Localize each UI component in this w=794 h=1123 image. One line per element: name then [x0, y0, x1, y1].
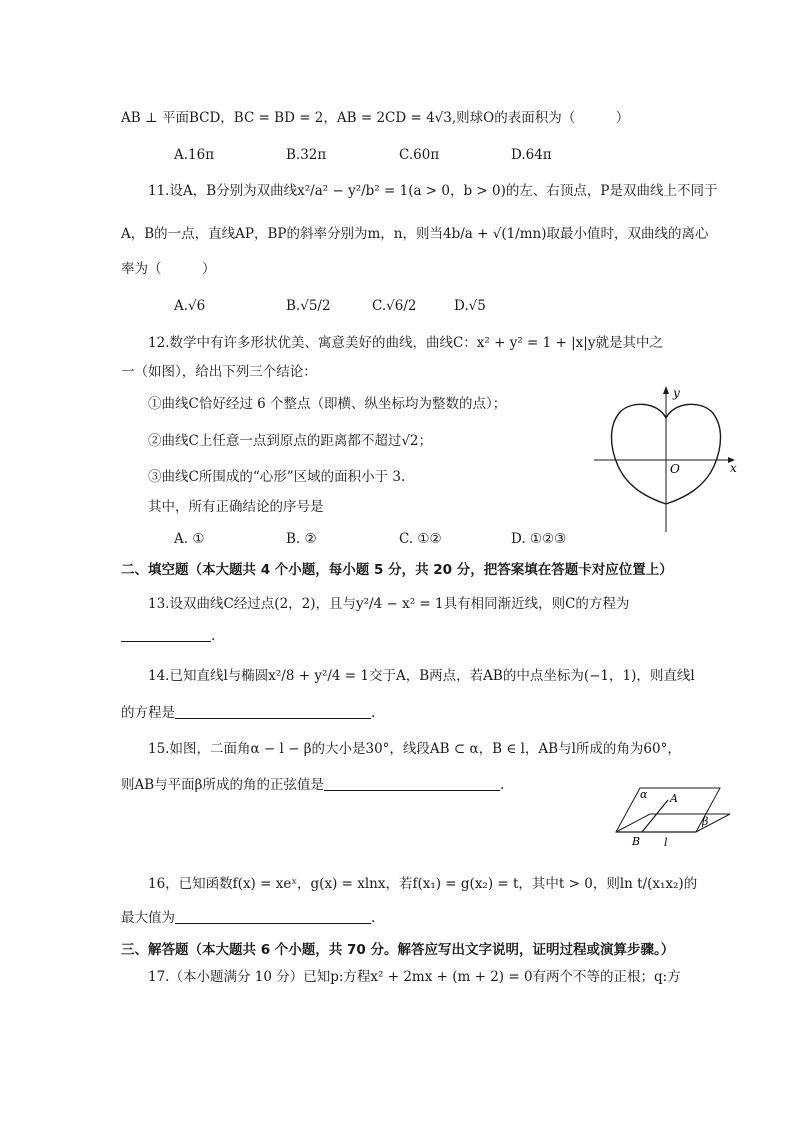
q12-option-c: C. ①②: [399, 531, 442, 547]
q16-answer-blank[interactable]: [175, 909, 371, 924]
q10-stem: AB ⊥ 平面BCD，BC = BD = 2，AB = 2CD = 4√3,则球O的表面积为（ ）: [121, 110, 630, 126]
fig-alpha-label: α: [640, 788, 648, 801]
q15-line2: 则AB与平面β所成的角的正弦值是: [121, 777, 324, 793]
section-3-heading: 三、解答题（本大题共 6 个小题，共 70 分。解答应写出文字说明，证明过程或演算步骤。）: [121, 942, 675, 958]
fig-b-label: B: [632, 835, 641, 848]
q12-line1: 12.数学中有许多形状优美、寓意美好的曲线，曲线C：x² + y² = 1 + |x|y就是其中之: [148, 335, 663, 351]
q15-line2-row: 则AB与平面β所成的角的正弦值是 .: [121, 777, 505, 793]
q11-option-b: B.√5/2: [286, 298, 331, 314]
q17-line1: 17.（本小题满分 10 分）已知p:方程x² + 2mx + (m + 2) = 0有两个不等的正根；q:方: [148, 969, 681, 985]
fig-x-label: x: [730, 461, 737, 475]
q15-line1: 15.如图，二面角α − l − β的大小是30°，线段AB ⊂ α，B ∈ l，AB与l所成的角为60°，: [148, 741, 681, 757]
q13-answer-blank[interactable]: .: [121, 626, 215, 646]
q10-option-a: A.16π: [174, 147, 215, 163]
q14-line2-row: 的方程是 .: [121, 705, 376, 721]
q12-conclusion-1: ①曲线C恰好经过 6 个整点（即横、纵坐标均为整数的点）；: [148, 396, 507, 412]
q12-option-a: A. ①: [174, 531, 205, 547]
q11-option-a: A.√6: [174, 298, 206, 314]
fig-origin-label: O: [670, 462, 680, 476]
fig-y-label: y: [673, 386, 680, 400]
q14-line2: 的方程是: [121, 705, 175, 721]
q11-option-c: C.√6/2: [372, 298, 417, 314]
q16-line2-row: 最大值为 .: [121, 910, 376, 926]
q11-line3: 率为（ ）: [121, 261, 216, 277]
q11-line1: 11.设A，B分别为双曲线x²/a² − y²/b² = 1(a > 0，b > 0)的左、右顶点，P是双曲线上不同于: [148, 183, 718, 199]
q10-option-c: C.60π: [399, 147, 440, 163]
q11-line2: A，B的一点，直线AP，BP的斜率分别为m，n，则当4b/a + √(1/mn)取最小值时，双曲线的离心: [121, 226, 709, 242]
plane-beta: [616, 814, 730, 832]
heart-curve-figure: [590, 382, 750, 537]
q12-conclusion-3: ③曲线C所围成的“心形”区域的面积小于 3.: [148, 469, 406, 485]
q12-option-d: D. ①②③: [511, 531, 567, 547]
y-axis-arrow: [663, 386, 669, 394]
q14-answer-blank[interactable]: [175, 704, 371, 719]
q16-line1: 16，已知函数f(x) = xeˣ，g(x) = xlnx，若f(x₁) = g(x₂) = t，其中t > 0，则ln t/(x₁x₂)的: [148, 876, 698, 892]
fig-a-label: A: [670, 792, 678, 805]
q10-option-d: D.64π: [511, 147, 552, 163]
q14-line1: 14.已知直线l与椭圆x²/8 + y²/4 = 1交于A，B两点，若AB的中点坐标为(−1，1)，则直线l: [148, 668, 695, 684]
q11-option-d: D.√5: [454, 298, 486, 314]
q12-ask: 其中，所有正确结论的序号是: [148, 499, 324, 515]
q10-option-b: B.32π: [286, 147, 327, 163]
fig-l-label: l: [664, 836, 668, 849]
q16-line2: 最大值为: [121, 910, 175, 926]
q12-option-b: B. ②: [286, 531, 317, 547]
q13-line1: 13.设双曲线C经过点(2，2)，且与y²/4 − x² = 1具有相同渐近线，则C的方程为: [148, 596, 630, 612]
q15-answer-blank[interactable]: [324, 776, 500, 791]
q12-line2: 一（如图），给出下列三个结论：: [121, 364, 317, 380]
section-2-heading: 二、填空题（本大题共 4 个小题，每小题 5 分，共 20 分，把答案填在答题卡对应位置上）: [121, 562, 673, 578]
dihedral-angle-figure: [610, 782, 740, 852]
q12-conclusion-2: ②曲线C上任意一点到原点的距离都不超过√2；: [148, 433, 433, 449]
fig-beta-label: β: [702, 815, 709, 828]
